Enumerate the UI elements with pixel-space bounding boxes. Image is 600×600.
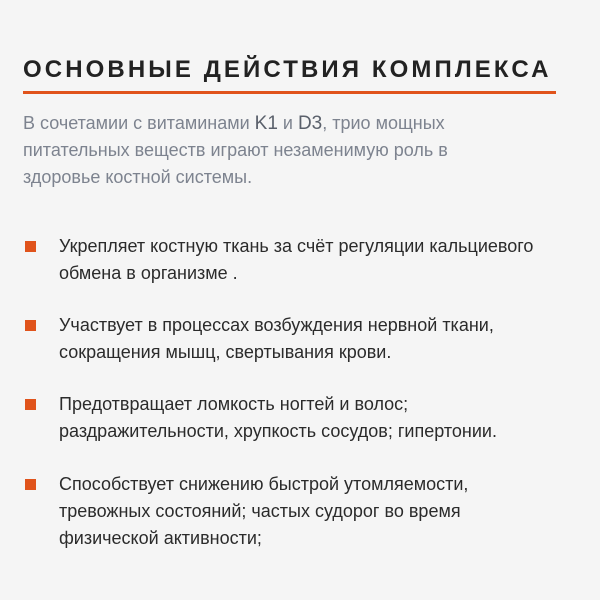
list-item-text: Участвует в процессах возбуждения нервной ткани, сокращения мышц, свертывания крови.	[59, 315, 494, 362]
square-bullet-icon	[25, 320, 36, 331]
list-item	[23, 233, 563, 287]
intro-paragraph	[23, 110, 523, 191]
title-underline	[23, 91, 556, 94]
list-item	[23, 312, 563, 366]
square-bullet-icon	[25, 399, 36, 410]
list-item	[23, 391, 563, 445]
list-item-text: Способствует снижению быстрой утомляемости, тревожных состояний; частых судорог во время физической активности;	[59, 474, 469, 548]
square-bullet-icon	[25, 479, 36, 490]
intro-vitamin-d3: D3	[297, 113, 323, 134]
header	[23, 56, 556, 94]
list-item-text: Предотвращает ломкость ногтей и волос; раздражительности, хрупкость сосудов; гипертонии.	[59, 394, 497, 441]
intro-text-2: и	[277, 113, 298, 133]
intro-text-1: В сочетамии с витаминами	[23, 113, 255, 133]
intro-text-3: , трио мощных питательных веществ играют незаменимую роль в здоровье костной системы.	[23, 113, 448, 187]
intro-vitamin-k1: K1	[254, 113, 278, 134]
benefits-list	[23, 233, 563, 577]
page-title: ОСНОВНЫЕ ДЕЙСТВИЯ КОМПЛЕКСА	[23, 56, 552, 83]
list-item-text: Укрепляет костную ткань за счёт регуляции кальциевого обмена в организме .	[59, 236, 534, 283]
square-bullet-icon	[25, 241, 36, 252]
list-item	[23, 471, 563, 552]
